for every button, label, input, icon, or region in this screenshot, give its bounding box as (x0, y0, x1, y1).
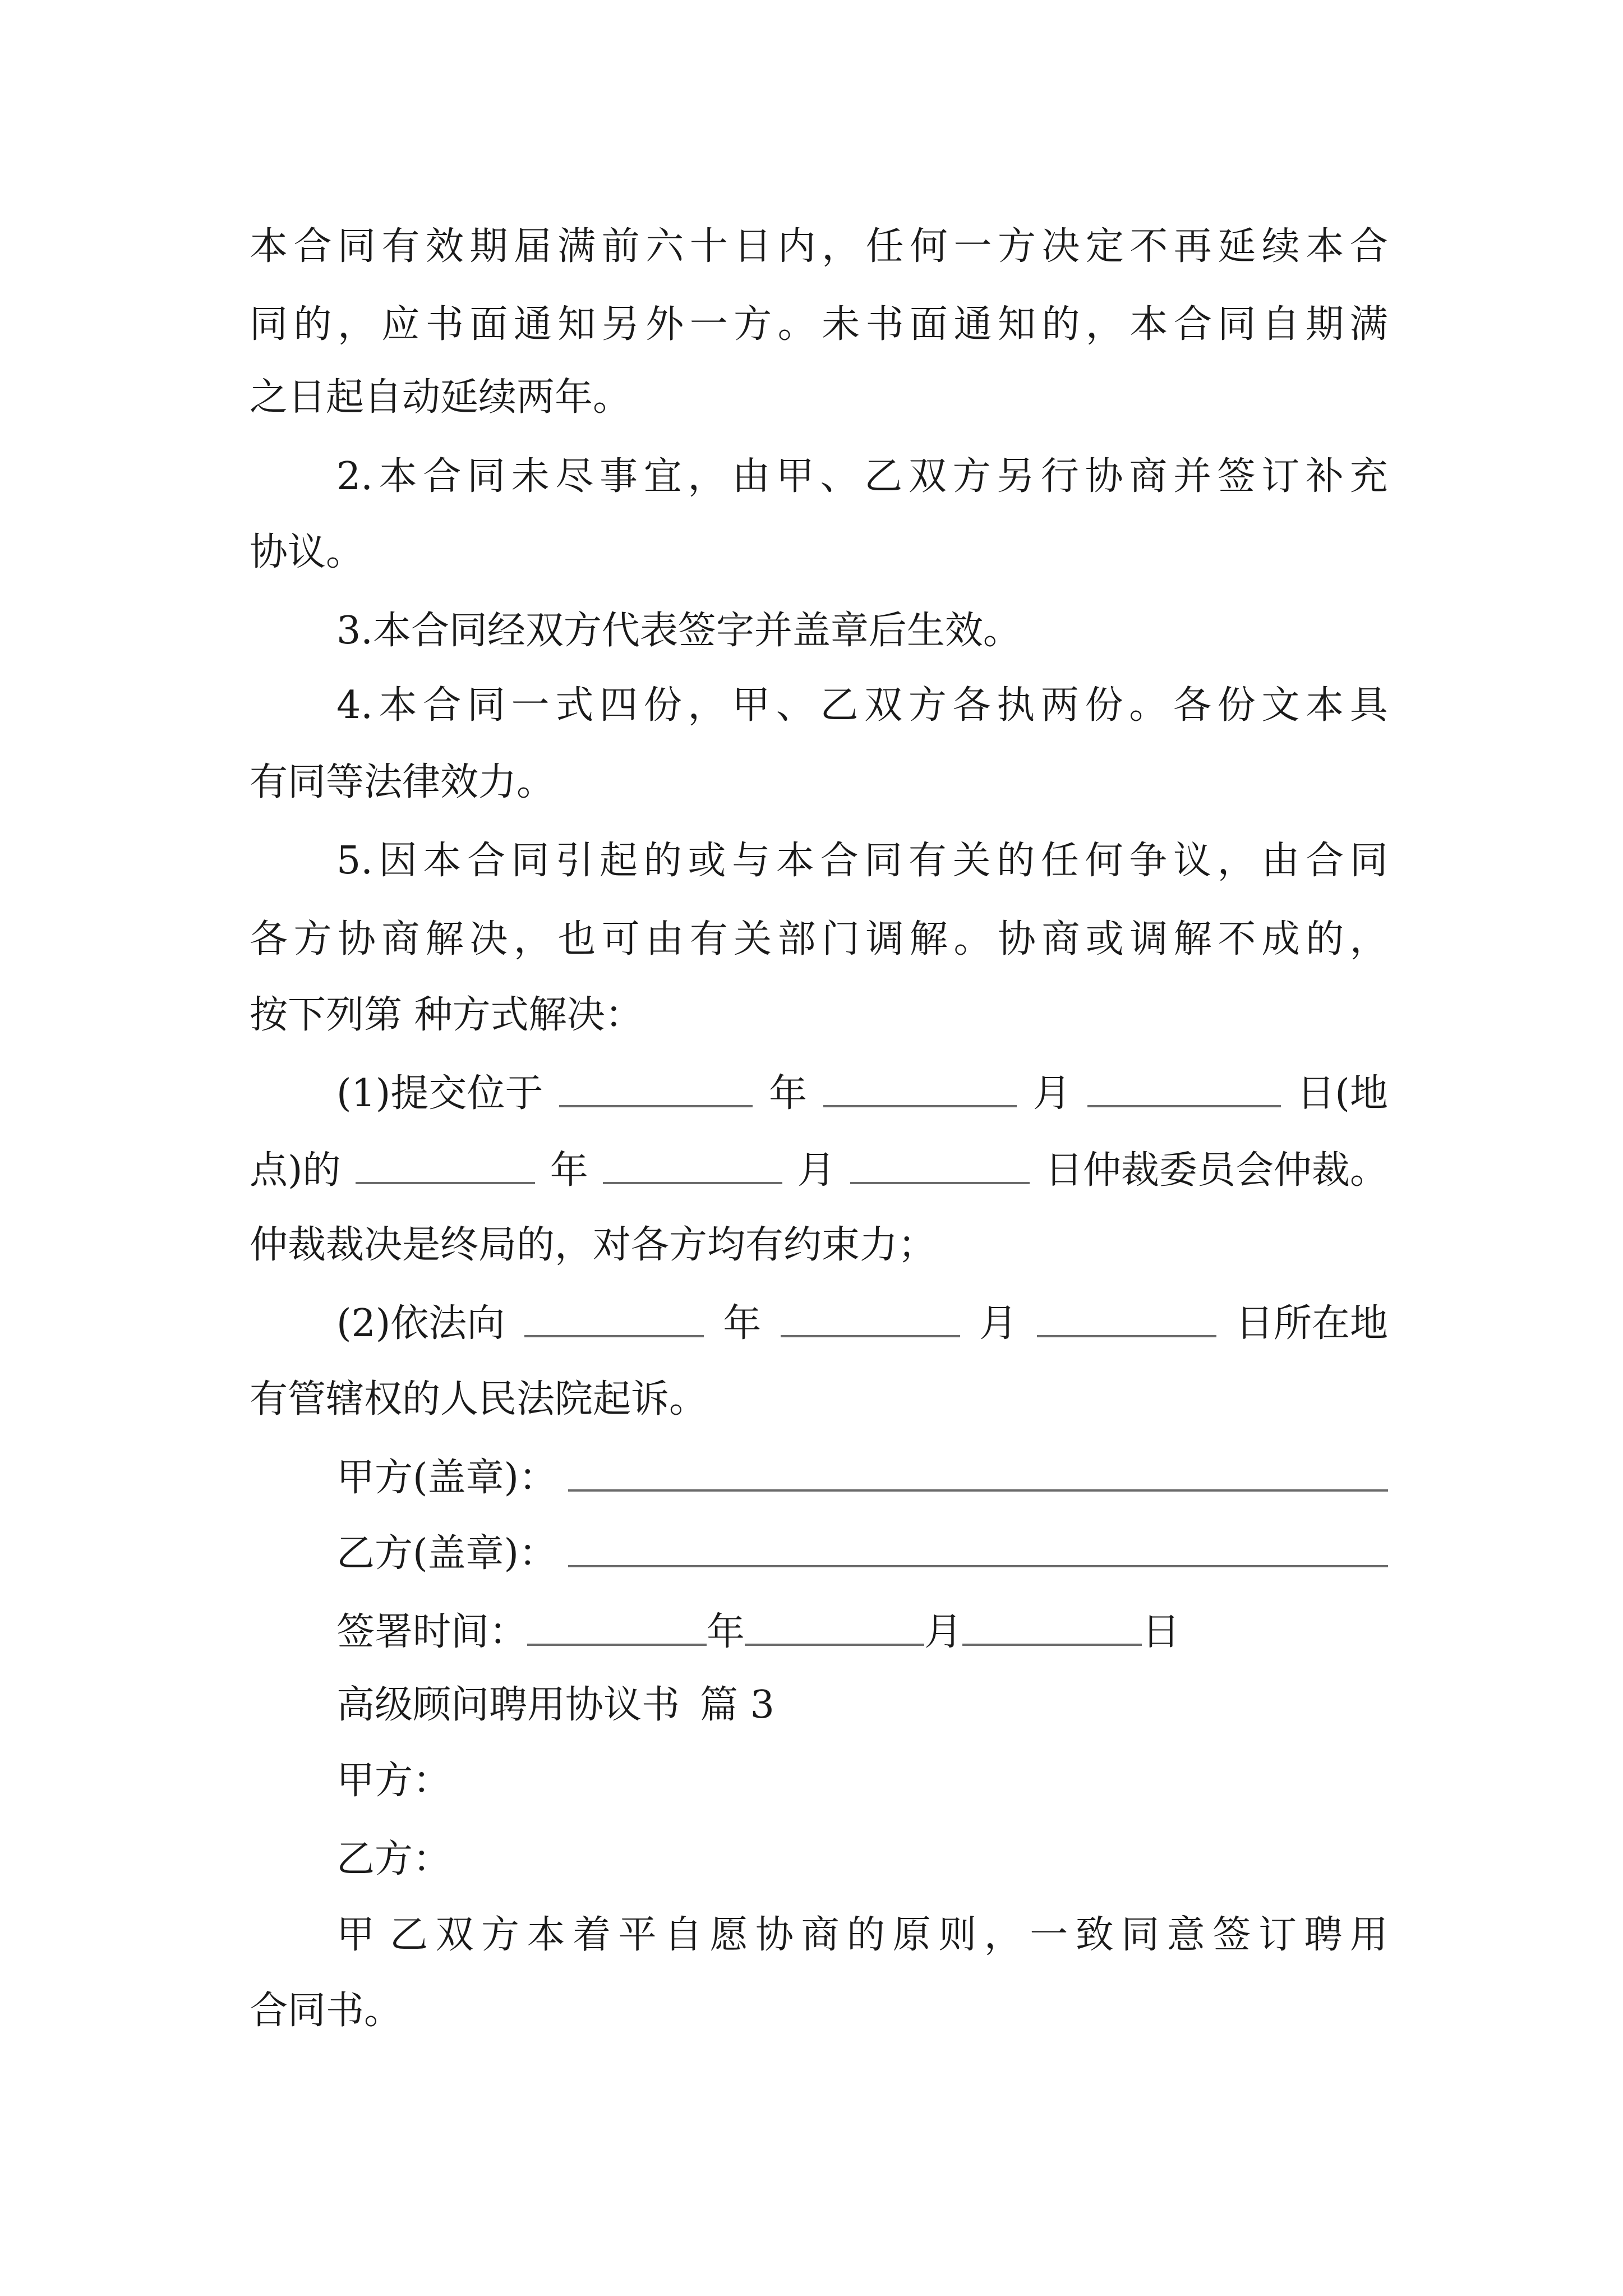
text-glyph: 面 (469, 302, 508, 347)
text-glyph: 补 (1306, 454, 1344, 499)
text-glyph: 不 (1129, 224, 1168, 269)
text-glyph: 一 (1030, 1913, 1068, 1957)
text-glyph: 争 (1129, 839, 1168, 883)
text-glyph: 、 (820, 454, 859, 499)
text-glyph: 的 (643, 839, 682, 883)
fill-blank[interactable] (524, 1335, 704, 1337)
text-glyph: 各 (250, 917, 288, 961)
text-glyph: 同 (864, 839, 903, 883)
text-glyph: 同 (467, 454, 505, 499)
text-glyph: 合 (1349, 224, 1388, 269)
text-glyph: 定 (1085, 224, 1124, 269)
text-glyph: 充 (1349, 454, 1388, 499)
text-glyph: 另 (997, 454, 1035, 499)
text-glyph: 本 (776, 839, 814, 883)
item-5-line-3: 按下列第 种方式解决： (250, 993, 643, 1037)
party-a-line: 甲方： (336, 1759, 451, 1803)
text-glyph: 内 (777, 224, 816, 269)
section-part-label: 篇 3 (700, 1683, 774, 1727)
text-glyph: 解 (425, 917, 464, 961)
text-glyph: 致 (1075, 1913, 1114, 1957)
text-glyph: 商 (1129, 454, 1168, 499)
text-glyph: 前 (601, 224, 640, 269)
text-glyph: 同 (1121, 1913, 1160, 1957)
text-glyph: 有 (689, 917, 728, 961)
option-2-line-1 (336, 1285, 1388, 1363)
text-glyph: 合 (1173, 302, 1212, 347)
text-glyph: 期 (469, 224, 508, 269)
text-glyph: 效 (425, 224, 464, 269)
text-glyph: 未 (822, 302, 860, 347)
agreement-intro-line-1 (336, 1896, 1388, 1975)
text-glyph: 乙 (864, 454, 903, 499)
text-glyph: 有 (908, 839, 947, 883)
text-glyph: 合 (467, 839, 505, 883)
text-glyph: 也 (557, 917, 596, 961)
text-glyph: 的 (293, 302, 332, 347)
text-glyph: 并 (1173, 454, 1211, 499)
item-2-line-2: 协议。 (250, 530, 365, 574)
text-glyph: 满 (557, 224, 596, 269)
text-glyph: 各 (1173, 683, 1211, 728)
item-4-line-1 (336, 666, 1388, 745)
text-glyph: 本 (1306, 224, 1344, 269)
text-glyph: 关 (734, 917, 772, 961)
text-glyph: 方 (952, 454, 991, 499)
signing-date-day: 日 (1142, 1610, 1181, 1654)
text-glyph: 由 (1261, 839, 1300, 883)
text-glyph: 方 (293, 917, 332, 961)
text-glyph: 调 (1129, 917, 1168, 961)
text-glyph: 份 (1085, 683, 1123, 728)
text-glyph: 方 (481, 1913, 520, 1957)
text-glyph: 式 (555, 683, 594, 728)
text-glyph: ， (984, 1913, 1022, 1957)
option-1-line-3: 仲裁裁决是终局的，对各方均有约束力； (250, 1223, 937, 1267)
text-glyph: 同 (1218, 302, 1256, 347)
text-glyph: ， (513, 917, 552, 961)
text-glyph: 方 (734, 302, 772, 347)
option-1-prefix: (1)提交位于 (336, 1071, 543, 1116)
text-glyph: 任 (865, 224, 904, 269)
text-glyph: 意 (1166, 1913, 1205, 1957)
signing-date-row (336, 1593, 1388, 1672)
fill-blank[interactable] (745, 1644, 924, 1646)
party-a-seal-label: 甲方(盖章)： (336, 1456, 557, 1500)
paragraph-renewal-line-2 (250, 286, 1388, 364)
text-glyph: 与 (732, 839, 771, 883)
text-glyph: 一 (953, 224, 992, 269)
fill-blank[interactable] (850, 1182, 1030, 1184)
text-glyph: 同 (1349, 839, 1388, 883)
text-glyph: 合 (293, 224, 332, 269)
text-glyph: 乙 (820, 683, 859, 728)
fill-blank[interactable] (781, 1335, 960, 1337)
party-b-signature-line[interactable] (568, 1565, 1388, 1567)
text-glyph: 六 (645, 224, 684, 269)
text-glyph: 自 (664, 1913, 703, 1957)
text-glyph: 宜 (643, 454, 682, 499)
text-glyph: 合 (820, 839, 859, 883)
text-glyph: 自 (1261, 302, 1300, 347)
text-glyph: 聘 (1304, 1913, 1343, 1957)
text-glyph: 两 (1040, 683, 1079, 728)
text-glyph: 份 (643, 683, 682, 728)
paragraph-renewal-line-3: 之日起自动延续两年。 (250, 375, 631, 420)
text-glyph: 。 (1129, 683, 1168, 728)
text-glyph: 具 (1349, 683, 1388, 728)
text-glyph: 一 (689, 302, 728, 347)
text-glyph: 成 (1261, 917, 1300, 961)
text-glyph: 协 (997, 917, 1036, 961)
text-glyph: 的 (1306, 917, 1344, 961)
text-glyph: 或 (1085, 917, 1124, 961)
text-glyph: 本 (1129, 302, 1168, 347)
text-glyph: 再 (1173, 224, 1212, 269)
option-1-line-2-prefix: 点)的 (250, 1148, 341, 1193)
text-glyph: 双 (864, 683, 903, 728)
text-glyph: 着 (573, 1913, 611, 1957)
text-glyph: 乙 (390, 1913, 428, 1957)
text-glyph: 商 (801, 1913, 840, 1957)
fill-blank[interactable] (356, 1182, 535, 1184)
text-glyph: 合 (423, 683, 462, 728)
item-3: 3.本合同经双方代表签字并盖章后生效。 (336, 609, 1021, 653)
agreement-intro-line-2: 合同书。 (250, 1989, 403, 2033)
option-1-line-1 (336, 1055, 1388, 1133)
party-b-seal-label: 乙方(盖章)： (336, 1531, 557, 1576)
text-glyph: 各 (952, 683, 991, 728)
text-glyph: 知 (997, 302, 1036, 347)
text-glyph: 知 (557, 302, 596, 347)
text-glyph: 解 (1173, 917, 1212, 961)
item-5-line-2 (250, 900, 1388, 979)
text-glyph: 届 (513, 224, 552, 269)
signing-date-year: 年 (707, 1610, 745, 1654)
text-glyph: 用 (1349, 1913, 1388, 1957)
text-glyph: 的 (997, 839, 1035, 883)
text-glyph: 本 (379, 454, 417, 499)
text-glyph: 起 (600, 839, 638, 883)
text-glyph: 商 (381, 917, 420, 961)
text-glyph: 本 (250, 224, 288, 269)
text-glyph: 通 (953, 302, 992, 347)
option-1-line-2-month: 月 (797, 1148, 836, 1193)
text-glyph: ， (1085, 302, 1124, 347)
option-2-month: 月 (979, 1301, 1018, 1346)
text-glyph: 订 (1258, 1913, 1297, 1957)
text-glyph: 通 (513, 302, 552, 347)
fill-blank[interactable] (527, 1644, 707, 1646)
text-glyph: 由 (645, 917, 684, 961)
text-glyph: 本 (527, 1913, 565, 1957)
fill-blank[interactable] (1037, 1335, 1216, 1337)
text-glyph: 议 (1173, 839, 1211, 883)
text-glyph: 关 (952, 839, 991, 883)
text-glyph: 双 (908, 454, 947, 499)
text-glyph: 不 (1218, 917, 1256, 961)
text-glyph: 延 (1218, 224, 1256, 269)
text-glyph: 签 (1212, 1913, 1251, 1957)
text-glyph: 何 (1085, 839, 1123, 883)
text-glyph: 何 (910, 224, 948, 269)
party-a-signature-row (336, 1439, 1388, 1517)
text-glyph: 、 (776, 683, 814, 728)
text-glyph: 外 (645, 302, 684, 347)
text-glyph: 签 (1217, 454, 1256, 499)
text-glyph: 份 (1217, 683, 1256, 728)
text-glyph: 原 (892, 1913, 931, 1957)
text-glyph: 任 (1040, 839, 1079, 883)
text-glyph: 的 (1041, 302, 1080, 347)
fill-blank[interactable] (823, 1105, 1017, 1107)
text-glyph: 甲 (336, 1913, 375, 1957)
text-glyph: 书 (425, 302, 464, 347)
text-glyph: 同 (250, 302, 288, 347)
text-glyph: 决 (1041, 224, 1080, 269)
option-1-line-2-suffix: 日仲裁委员会仲裁。 (1044, 1148, 1388, 1193)
text-glyph: 本 (423, 839, 462, 883)
text-glyph: 。 (777, 302, 816, 347)
text-glyph: 的 (847, 1913, 886, 1957)
text-glyph: 或 (688, 839, 726, 883)
text-glyph: 则 (938, 1913, 977, 1957)
fill-blank[interactable] (603, 1182, 782, 1184)
text-glyph: 书 (865, 302, 904, 347)
signing-date-month: 月 (924, 1610, 963, 1654)
option-1-day-suffix: 日(地 (1297, 1071, 1388, 1116)
text-glyph: 甲 (776, 454, 814, 499)
text-glyph: 另 (601, 302, 640, 347)
text-glyph: 十 (689, 224, 728, 269)
text-glyph: 本 (1306, 683, 1344, 728)
text-glyph: ， (688, 454, 726, 499)
text-glyph: 合 (423, 454, 462, 499)
text-glyph: 协 (337, 917, 376, 961)
text-glyph: 协 (1085, 454, 1123, 499)
text-glyph: 4. (336, 683, 373, 728)
option-1-line-2 (250, 1131, 1388, 1210)
option-1-line-2-year: 年 (550, 1148, 588, 1193)
text-glyph: 合 (1306, 839, 1344, 883)
party-b-signature-row (336, 1515, 1388, 1593)
text-glyph: 同 (511, 839, 550, 883)
item-2-line-1 (336, 438, 1388, 516)
paragraph-renewal-line-1 (250, 208, 1388, 286)
text-glyph: 方 (908, 683, 947, 728)
text-glyph: ， (1217, 839, 1256, 883)
section-title: 高级顾问聘用协议书 (336, 1683, 680, 1727)
text-glyph: 平 (618, 1913, 657, 1957)
text-glyph: 期 (1306, 302, 1344, 347)
text-glyph: ， (1349, 917, 1388, 961)
option-2-line-2: 有管辖权的人民法院起诉。 (250, 1377, 708, 1421)
option-2-year: 年 (723, 1301, 762, 1346)
text-glyph: 引 (555, 839, 594, 883)
text-glyph: 甲 (732, 683, 771, 728)
text-glyph: 续 (1261, 224, 1300, 269)
text-glyph: 应 (381, 302, 420, 347)
text-glyph: 门 (822, 917, 860, 961)
text-glyph: 解 (910, 917, 948, 961)
text-glyph: 尽 (555, 454, 594, 499)
text-glyph: 部 (777, 917, 816, 961)
text-glyph: 协 (755, 1913, 794, 1957)
text-glyph: 日 (734, 224, 772, 269)
text-glyph: 执 (997, 683, 1035, 728)
option-2-prefix: (2)依法向 (336, 1301, 505, 1346)
text-glyph: 文 (1261, 683, 1300, 728)
text-glyph: 行 (1040, 454, 1079, 499)
text-glyph: 未 (511, 454, 550, 499)
text-glyph: 2. (336, 454, 373, 499)
text-glyph: 四 (600, 683, 638, 728)
section-heading (336, 1666, 1388, 1745)
text-glyph: 订 (1261, 454, 1300, 499)
item-4-line-2: 有同等法律效力。 (250, 760, 555, 804)
text-glyph: ， (822, 224, 860, 269)
signing-date-label: 签署时间： (336, 1610, 528, 1654)
fill-blank[interactable] (559, 1105, 753, 1107)
party-a-signature-line[interactable] (568, 1489, 1388, 1492)
fill-blank[interactable] (1087, 1105, 1281, 1107)
fill-blank[interactable] (962, 1644, 1142, 1646)
text-glyph: 面 (910, 302, 948, 347)
text-glyph: 同 (337, 224, 376, 269)
text-glyph: 一 (511, 683, 550, 728)
text-glyph: 决 (469, 917, 508, 961)
text-glyph: 调 (865, 917, 904, 961)
party-b-line: 乙方： (336, 1837, 451, 1881)
text-glyph: 本 (379, 683, 417, 728)
text-glyph: 因 (379, 839, 417, 883)
text-glyph: 由 (732, 454, 771, 499)
text-glyph: 双 (435, 1913, 474, 1957)
option-2-suffix: 日所在地 (1235, 1301, 1388, 1346)
text-glyph: ， (688, 683, 726, 728)
text-glyph: 可 (601, 917, 640, 961)
text-glyph: 5. (336, 839, 373, 883)
option-1-year: 年 (769, 1071, 808, 1116)
text-glyph: 满 (1349, 302, 1388, 347)
item-5-line-1 (336, 822, 1388, 900)
text-glyph: 方 (997, 224, 1036, 269)
option-1-month: 月 (1032, 1071, 1071, 1116)
text-glyph: 商 (1041, 917, 1080, 961)
text-glyph: 事 (600, 454, 638, 499)
text-glyph: 。 (953, 917, 992, 961)
text-glyph: 愿 (709, 1913, 748, 1957)
text-glyph: 同 (467, 683, 505, 728)
text-glyph: ， (337, 302, 376, 347)
text-glyph: 有 (381, 224, 420, 269)
